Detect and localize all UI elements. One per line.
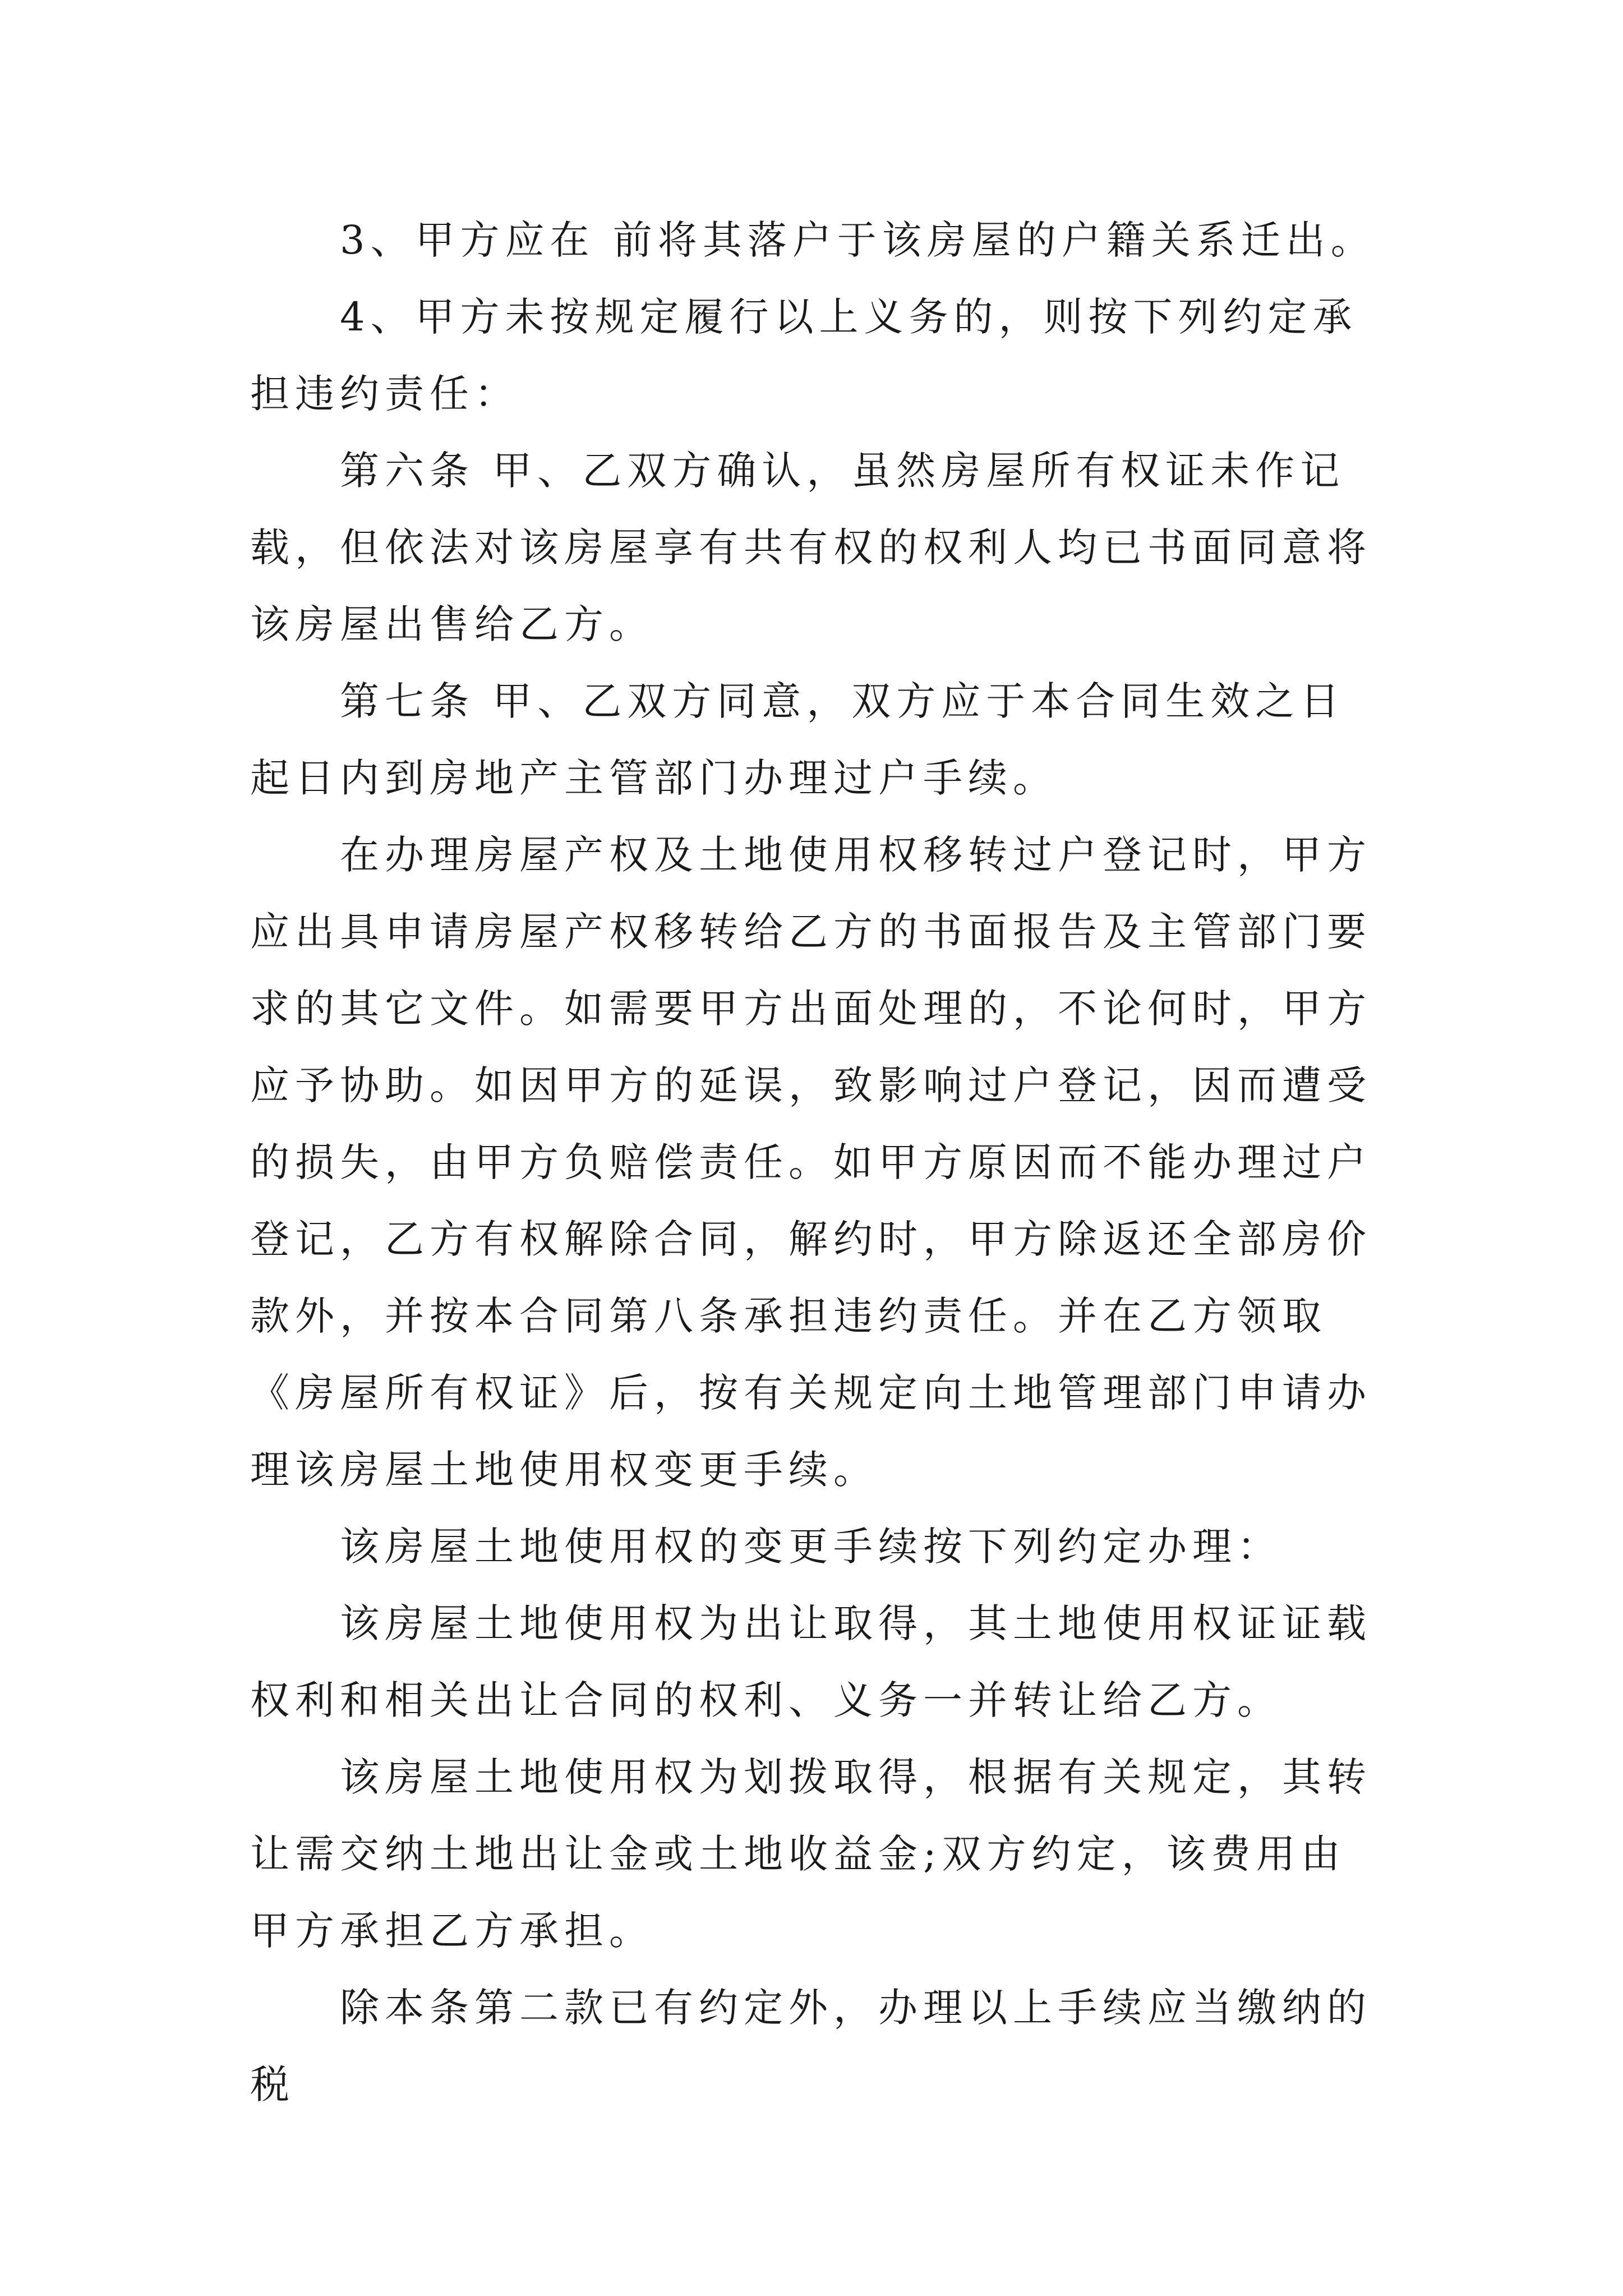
paragraph-taxes: 除本条第二款已有约定外，办理以上手续应当缴纳的税 — [250, 1985, 1372, 2108]
paragraph-clause-3: 3、甲方应在 前将其落户于该房屋的户籍关系迁出。 — [340, 217, 1376, 263]
paragraph-transfer-registration: 在办理房屋产权及土地使用权移转过户登记时，甲方应出具申请房屋产权移转给乙方的书面报告及主管部门要求的其它文件。如需要甲方出面处理的，不论何时，甲方应予协助。如因甲方的延误，致影响过户登记，因而遭受的损失，由甲方负赔偿责任。如甲方原因而不能办理过户登记，乙方有权解除合同，解约时，甲方除返还全部房价款外，并按本合同第八条承担违约责任。并在乙方领取《房屋所有权证》后，按有关规定向土地管理部门申请办理该房屋土地使用权变更手续。 — [250, 832, 1372, 1493]
paragraph-article-7: 第七条 甲、乙双方同意，双方应于本合同生效之日起日内到房地产主管部门办理过户手续。 — [250, 678, 1345, 801]
paragraph-clause-4: 4、甲方未按规定履行以上义务的，则按下列约定承担违约责任： — [250, 294, 1358, 417]
paragraph-land-transfer-grant: 该房屋土地使用权为出让取得，其土地使用权证证载权利和相关出让合同的权利、义务一并转让给乙方。 — [250, 1600, 1372, 1723]
document-body — [250, 202, 1389, 2123]
paragraph-land-use-change: 该房屋土地使用权的变更手续按下列约定办理： — [340, 1524, 1282, 1570]
paragraph-land-allocation: 该房屋土地使用权为划拨取得，根据有关规定，其转让需交纳土地出让金或土地收益金;双方约定，该费用由 甲方承担乙方承担。 — [250, 1754, 1372, 1954]
paragraph-article-6: 第六条 甲、乙双方确认，虽然房屋所有权证未作记载，但依法对该房屋享有共有权的权利人均已书面同意将该房屋出售给乙方。 — [250, 448, 1372, 647]
